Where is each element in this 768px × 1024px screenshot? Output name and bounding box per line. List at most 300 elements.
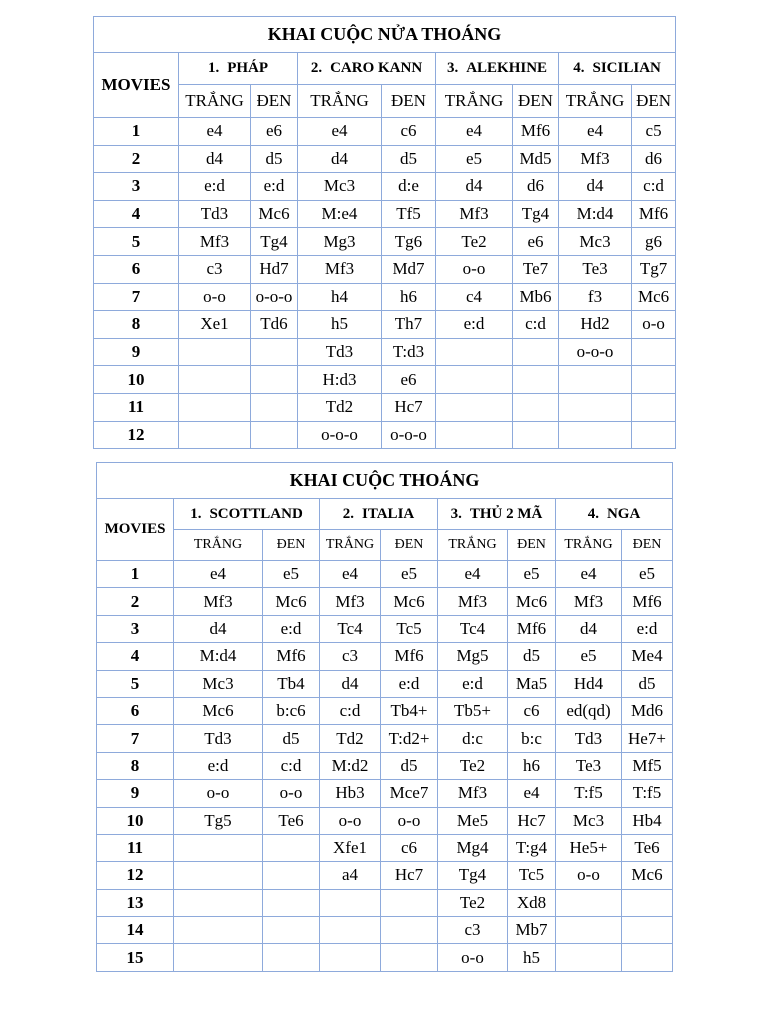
move-number: 11 (97, 834, 174, 861)
white-move-cell: e4 (174, 561, 263, 588)
white-move-cell: Mg5 (438, 643, 508, 670)
move-number: 10 (94, 366, 179, 394)
black-move-cell: Ma5 (508, 670, 556, 697)
white-label: TRẮNG (556, 530, 622, 561)
black-move-cell: Mce7 (381, 780, 438, 807)
white-move-cell (179, 393, 251, 421)
black-move-cell: Tc5 (381, 615, 438, 642)
side-label-row (97, 530, 673, 561)
black-move-cell (263, 889, 320, 916)
black-move-cell: e:d (381, 670, 438, 697)
black-move-cell: Mc6 (632, 283, 676, 311)
white-move-cell: c4 (436, 283, 513, 311)
black-move-cell (263, 834, 320, 861)
black-move-cell (622, 917, 673, 944)
white-move-cell: Td3 (174, 725, 263, 752)
black-move-cell: c:d (632, 173, 676, 201)
white-move-cell: Te3 (559, 255, 632, 283)
white-move-cell: Hb3 (320, 780, 381, 807)
black-move-cell: Tb4 (263, 670, 320, 697)
white-move-cell: Me5 (438, 807, 508, 834)
opening-number: 3. (446, 60, 459, 76)
black-move-cell: c6 (381, 834, 438, 861)
black-move-cell (632, 393, 676, 421)
move-number: 12 (97, 862, 174, 889)
white-move-cell: He5+ (556, 834, 622, 861)
moves-header: MOVIES (94, 53, 179, 118)
move-number: 9 (97, 780, 174, 807)
black-move-cell: e6 (513, 228, 559, 256)
move-number: 6 (94, 255, 179, 283)
white-move-cell: Mg4 (438, 834, 508, 861)
opening-number: 4. (573, 60, 585, 76)
black-move-cell: Md5 (513, 145, 559, 173)
white-move-cell: e:d (179, 173, 251, 201)
white-move-cell: M:d4 (174, 643, 263, 670)
black-move-cell: e6 (382, 366, 436, 394)
black-move-cell (622, 944, 673, 971)
white-move-cell (174, 917, 263, 944)
black-move-cell: T:d3 (382, 338, 436, 366)
black-move-cell: Mf6 (508, 615, 556, 642)
white-move-cell: e4 (298, 118, 382, 146)
opening-number: 3. (450, 505, 462, 522)
white-move-cell (179, 421, 251, 449)
move-number: 8 (97, 752, 174, 779)
black-move-cell: d6 (632, 145, 676, 173)
white-move-cell: h4 (298, 283, 382, 311)
white-label: TRẮNG (559, 85, 632, 118)
table-body (97, 463, 673, 972)
white-move-cell: Td3 (298, 338, 382, 366)
white-move-cell: Mf3 (436, 200, 513, 228)
black-move-cell (251, 393, 298, 421)
move-number: 5 (97, 670, 174, 697)
black-move-cell: Hd7 (251, 255, 298, 283)
black-move-cell: Hc7 (381, 862, 438, 889)
white-move-cell: ed(qd) (556, 697, 622, 724)
white-move-cell: Tc4 (438, 615, 508, 642)
black-move-cell (513, 338, 559, 366)
black-move-cell: e5 (622, 561, 673, 588)
table-row (97, 780, 673, 807)
table-row (97, 889, 673, 916)
opening-name-caro-kann (298, 53, 436, 85)
black-move-cell: T:f5 (622, 780, 673, 807)
black-move-cell: Mc6 (381, 588, 438, 615)
white-move-cell: M:e4 (298, 200, 382, 228)
black-move-cell (263, 944, 320, 971)
white-move-cell: Hd2 (559, 311, 632, 339)
table-row (94, 338, 676, 366)
black-move-cell: o-o-o (382, 421, 436, 449)
opening-number: 2. (342, 505, 354, 522)
white-move-cell (179, 366, 251, 394)
black-move-cell: e:d (251, 173, 298, 201)
black-move-cell: Tc5 (508, 862, 556, 889)
table-row (97, 643, 673, 670)
opening-name-label: ALEKHINE (466, 60, 548, 76)
white-move-cell (556, 889, 622, 916)
black-move-cell: Md7 (382, 255, 436, 283)
white-move-cell: o-o (438, 944, 508, 971)
black-move-cell: Te7 (513, 255, 559, 283)
table-row (94, 173, 676, 201)
black-move-cell: Td6 (251, 311, 298, 339)
title-row (97, 463, 673, 499)
white-move-cell: Hd4 (556, 670, 622, 697)
white-move-cell: Xe1 (179, 311, 251, 339)
black-move-cell: Th7 (382, 311, 436, 339)
white-move-cell (174, 944, 263, 971)
black-move-cell (513, 421, 559, 449)
white-move-cell: Mf3 (174, 588, 263, 615)
black-label: ĐEN (513, 85, 559, 118)
opening-name-label: PHÁP (227, 60, 269, 76)
black-move-cell (251, 366, 298, 394)
white-move-cell (559, 366, 632, 394)
black-move-cell: h6 (508, 752, 556, 779)
table-row (94, 393, 676, 421)
white-move-cell: d4 (179, 145, 251, 173)
white-move-cell: Td3 (556, 725, 622, 752)
table-row (97, 862, 673, 889)
move-number: 9 (94, 338, 179, 366)
white-move-cell: d4 (320, 670, 381, 697)
black-move-cell: e4 (508, 780, 556, 807)
black-move-cell: d5 (251, 145, 298, 173)
white-label: TRẮNG (298, 85, 382, 118)
title-row (94, 17, 676, 53)
black-move-cell: Tg4 (513, 200, 559, 228)
table-row (97, 588, 673, 615)
table-row (97, 725, 673, 752)
white-move-cell: Mc3 (556, 807, 622, 834)
white-move-cell: M:d2 (320, 752, 381, 779)
white-move-cell (320, 917, 381, 944)
white-move-cell (556, 944, 622, 971)
black-move-cell: d5 (381, 752, 438, 779)
moves-header: MOVIES (97, 499, 174, 561)
white-move-cell: Mc3 (298, 173, 382, 201)
white-move-cell: d4 (559, 173, 632, 201)
black-move-cell (381, 944, 438, 971)
opening-name-label: SCOTTLAND (209, 505, 303, 522)
white-move-cell (556, 917, 622, 944)
black-move-cell: e5 (381, 561, 438, 588)
black-move-cell: Hb4 (622, 807, 673, 834)
black-move-cell: e5 (263, 561, 320, 588)
black-move-cell: Mf6 (513, 118, 559, 146)
move-number: 7 (94, 283, 179, 311)
white-move-cell: Mf3 (320, 588, 381, 615)
table-row (97, 917, 673, 944)
black-move-cell: T:d2+ (381, 725, 438, 752)
white-move-cell: H:d3 (298, 366, 382, 394)
white-move-cell: o-o (179, 283, 251, 311)
white-move-cell: Mf3 (298, 255, 382, 283)
move-number: 10 (97, 807, 174, 834)
white-move-cell: Tg5 (174, 807, 263, 834)
white-move-cell (320, 889, 381, 916)
black-move-cell: d5 (508, 643, 556, 670)
black-move-cell: Mc6 (508, 588, 556, 615)
white-move-cell: Mc3 (174, 670, 263, 697)
opening-name-sicilian (559, 53, 676, 85)
black-move-cell: d5 (382, 145, 436, 173)
white-move-cell: Xfe1 (320, 834, 381, 861)
move-number: 1 (97, 561, 174, 588)
move-number: 14 (97, 917, 174, 944)
table-title: KHAI CUỘC NỬA THOÁNG (94, 17, 676, 53)
black-move-cell (632, 366, 676, 394)
table-row (97, 670, 673, 697)
move-number: 15 (97, 944, 174, 971)
white-move-cell (559, 421, 632, 449)
black-move-cell: Mb7 (508, 917, 556, 944)
white-move-cell: o-o-o (559, 338, 632, 366)
black-move-cell: Me4 (622, 643, 673, 670)
opening-name-french (179, 53, 298, 85)
opening-name-row (97, 499, 673, 530)
black-move-cell: b:c (508, 725, 556, 752)
move-number: 8 (94, 311, 179, 339)
black-move-cell: c5 (632, 118, 676, 146)
black-move-cell: d5 (263, 725, 320, 752)
black-move-cell: o-o-o (251, 283, 298, 311)
table-body (94, 17, 676, 449)
white-move-cell: Mf3 (179, 228, 251, 256)
white-move-cell: Te2 (438, 752, 508, 779)
move-number: 12 (94, 421, 179, 449)
table-row (94, 283, 676, 311)
black-move-cell: o-o (632, 311, 676, 339)
white-move-cell (179, 338, 251, 366)
move-number: 6 (97, 697, 174, 724)
black-move-cell: c6 (508, 697, 556, 724)
black-move-cell (632, 421, 676, 449)
black-move-cell: d:e (382, 173, 436, 201)
white-move-cell: M:d4 (559, 200, 632, 228)
black-move-cell (513, 366, 559, 394)
black-move-cell: o-o (381, 807, 438, 834)
opening-number: 2. (310, 60, 323, 76)
white-move-cell: Td2 (298, 393, 382, 421)
white-move-cell: h5 (298, 311, 382, 339)
black-move-cell: Mc6 (622, 862, 673, 889)
white-move-cell: o-o-o (298, 421, 382, 449)
white-move-cell: e:d (436, 311, 513, 339)
white-move-cell: o-o (556, 862, 622, 889)
black-move-cell (263, 862, 320, 889)
black-move-cell (263, 917, 320, 944)
white-move-cell: e5 (556, 643, 622, 670)
white-move-cell (320, 944, 381, 971)
white-move-cell: Mc6 (174, 697, 263, 724)
white-move-cell: o-o (436, 255, 513, 283)
white-move-cell: Tg4 (438, 862, 508, 889)
table-row (97, 697, 673, 724)
table-row (94, 118, 676, 146)
table-row (97, 807, 673, 834)
move-number: 3 (94, 173, 179, 201)
white-move-cell: o-o (174, 780, 263, 807)
opening-name-two-knights (438, 499, 556, 530)
black-move-cell: Tg4 (251, 228, 298, 256)
white-move-cell (436, 393, 513, 421)
opening-name-row (94, 53, 676, 85)
table-title: KHAI CUỘC THOÁNG (97, 463, 673, 499)
white-move-cell: d4 (436, 173, 513, 201)
black-move-cell: Tg6 (382, 228, 436, 256)
move-number: 7 (97, 725, 174, 752)
black-move-cell: Hc7 (508, 807, 556, 834)
white-move-cell (174, 889, 263, 916)
black-move-cell: Te6 (622, 834, 673, 861)
black-move-cell: c6 (382, 118, 436, 146)
black-move-cell: c:d (513, 311, 559, 339)
move-number: 2 (97, 588, 174, 615)
white-move-cell: Te2 (436, 228, 513, 256)
white-move-cell: f3 (559, 283, 632, 311)
black-move-cell: d6 (513, 173, 559, 201)
white-move-cell: Td3 (179, 200, 251, 228)
white-label: TRẮNG (179, 85, 251, 118)
black-move-cell: Mc6 (263, 588, 320, 615)
white-move-cell: c3 (438, 917, 508, 944)
black-label: ĐEN (382, 85, 436, 118)
white-label: TRẮNG (438, 530, 508, 561)
opening-name-label: THỦ 2 MÃ (469, 505, 543, 522)
black-move-cell (381, 889, 438, 916)
black-move-cell: Xd8 (508, 889, 556, 916)
opening-number: 4. (587, 505, 599, 522)
white-move-cell: Mf3 (438, 780, 508, 807)
white-move-cell: d:c (438, 725, 508, 752)
black-move-cell: Tf5 (382, 200, 436, 228)
black-label: ĐEN (381, 530, 438, 561)
black-move-cell: He7+ (622, 725, 673, 752)
black-label: ĐEN (508, 530, 556, 561)
white-move-cell: c:d (320, 697, 381, 724)
table-row (97, 944, 673, 971)
white-label: TRẮNG (436, 85, 513, 118)
white-move-cell: e4 (320, 561, 381, 588)
opening-number: 1. (190, 505, 202, 522)
white-move-cell (436, 366, 513, 394)
white-move-cell: Tb5+ (438, 697, 508, 724)
white-move-cell: T:f5 (556, 780, 622, 807)
black-move-cell: Tb4+ (381, 697, 438, 724)
opening-name-label: ITALIA (362, 505, 415, 522)
black-label: ĐEN (263, 530, 320, 561)
black-move-cell: e:d (622, 615, 673, 642)
opening-name-scottland (174, 499, 320, 530)
table-row (97, 834, 673, 861)
white-move-cell: Mf3 (438, 588, 508, 615)
black-label: ĐEN (632, 85, 676, 118)
black-move-cell (381, 917, 438, 944)
opening-name-label: CARO KANN (330, 60, 423, 76)
move-number: 11 (94, 393, 179, 421)
white-move-cell (436, 338, 513, 366)
opening-name-label: NGA (606, 505, 641, 522)
table-row (94, 366, 676, 394)
white-move-cell: Te3 (556, 752, 622, 779)
table-row (94, 421, 676, 449)
white-move-cell (559, 393, 632, 421)
open-openings-table (96, 462, 673, 972)
white-move-cell: c3 (179, 255, 251, 283)
white-move-cell: d4 (174, 615, 263, 642)
white-move-cell (174, 834, 263, 861)
white-move-cell: Mg3 (298, 228, 382, 256)
white-move-cell: c3 (320, 643, 381, 670)
move-number: 13 (97, 889, 174, 916)
opening-name-alekhine (436, 53, 559, 85)
move-number: 2 (94, 145, 179, 173)
table-row (97, 561, 673, 588)
white-move-cell: Td2 (320, 725, 381, 752)
black-move-cell: c:d (263, 752, 320, 779)
table-row (94, 311, 676, 339)
table-row (94, 228, 676, 256)
move-number: 3 (97, 615, 174, 642)
black-move-cell: Mf6 (622, 588, 673, 615)
black-move-cell: Mb6 (513, 283, 559, 311)
side-label-row (94, 85, 676, 118)
black-move-cell: e5 (508, 561, 556, 588)
white-move-cell: e4 (438, 561, 508, 588)
table-row (97, 615, 673, 642)
black-move-cell: Mf5 (622, 752, 673, 779)
white-move-cell: Tc4 (320, 615, 381, 642)
table-row (94, 200, 676, 228)
black-move-cell: T:g4 (508, 834, 556, 861)
black-move-cell (632, 338, 676, 366)
table-row (97, 752, 673, 779)
opening-name-italia (320, 499, 438, 530)
black-move-cell: h6 (382, 283, 436, 311)
table-row (94, 255, 676, 283)
black-move-cell: Hc7 (382, 393, 436, 421)
white-label: TRẮNG (174, 530, 263, 561)
table-row (94, 145, 676, 173)
opening-number: 1. (207, 60, 220, 76)
white-move-cell: e4 (436, 118, 513, 146)
black-move-cell: g6 (632, 228, 676, 256)
black-move-cell: o-o (263, 780, 320, 807)
white-move-cell: d4 (298, 145, 382, 173)
black-move-cell: Mf6 (263, 643, 320, 670)
white-move-cell: e5 (436, 145, 513, 173)
black-move-cell: e6 (251, 118, 298, 146)
black-move-cell: b:c6 (263, 697, 320, 724)
move-number: 5 (94, 228, 179, 256)
black-move-cell: Tg7 (632, 255, 676, 283)
white-move-cell (436, 421, 513, 449)
white-move-cell: d4 (556, 615, 622, 642)
white-move-cell: e4 (556, 561, 622, 588)
white-move-cell: Te2 (438, 889, 508, 916)
white-label: TRẮNG (320, 530, 381, 561)
black-move-cell (622, 889, 673, 916)
white-move-cell: Mc3 (559, 228, 632, 256)
black-label: ĐEN (251, 85, 298, 118)
black-label: ĐEN (622, 530, 673, 561)
white-move-cell: a4 (320, 862, 381, 889)
white-move-cell: e4 (559, 118, 632, 146)
